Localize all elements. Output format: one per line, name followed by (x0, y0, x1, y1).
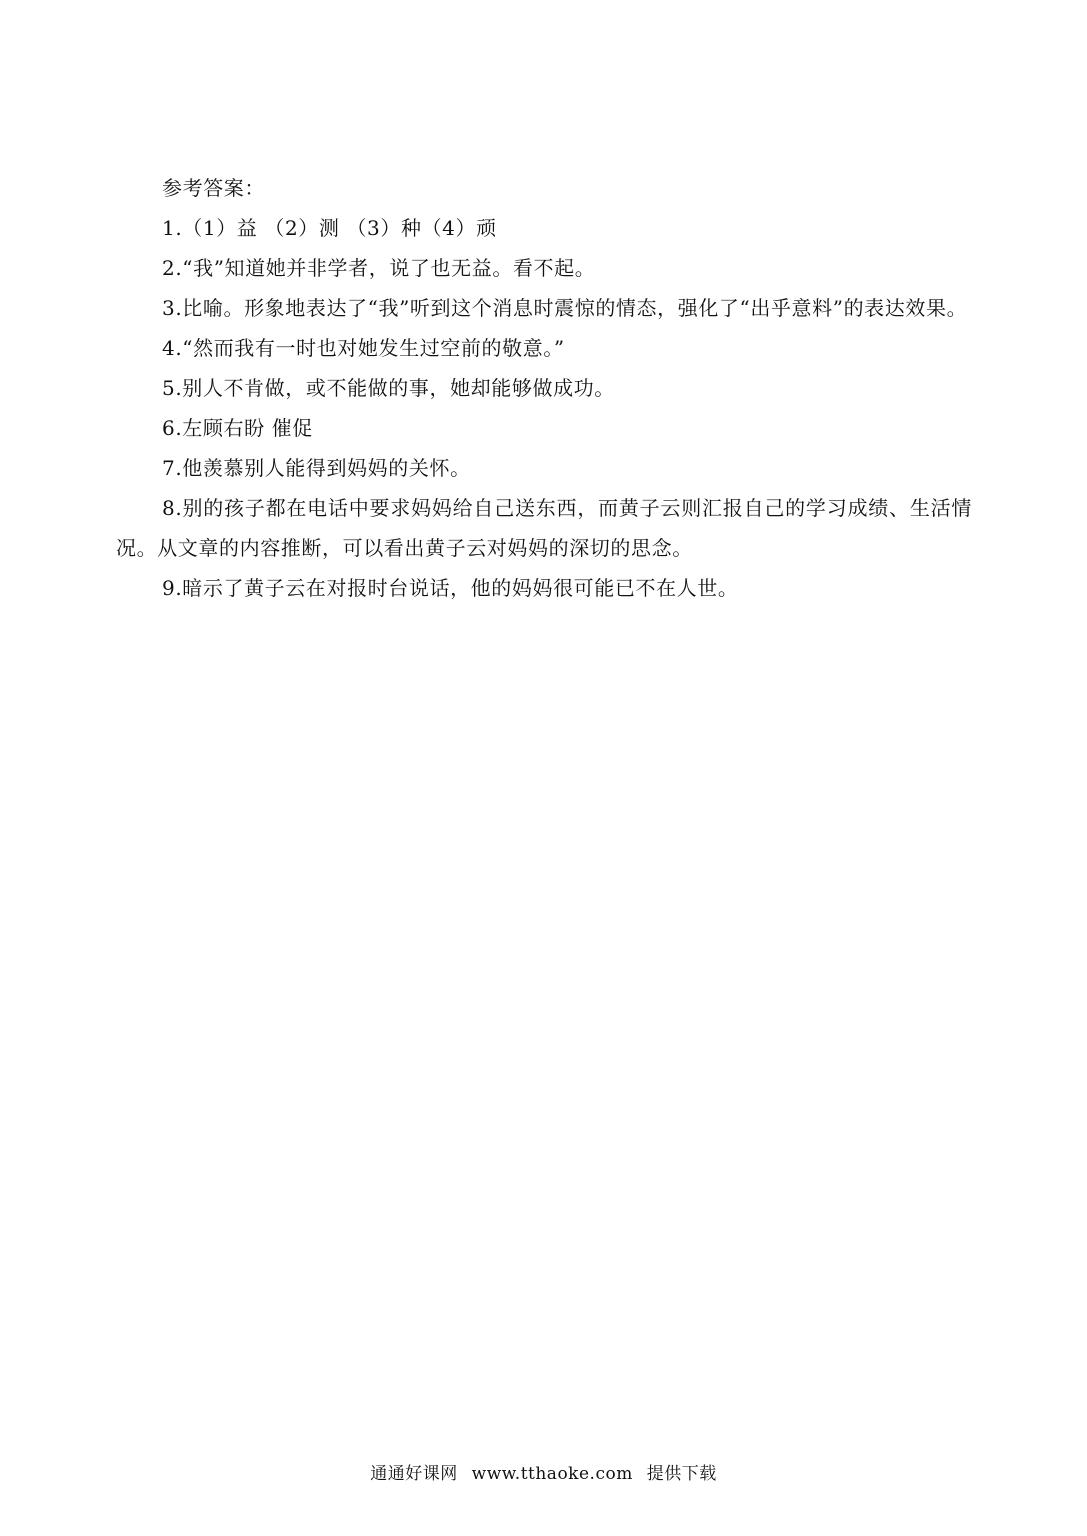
page-footer (0, 1462, 1087, 1486)
answer-item-4: 4.“然而我有一时也对她发生过空前的敬意。” (162, 336, 565, 360)
footer-suffix: 提供下载 (646, 1464, 717, 1484)
answer-item-5: 5.别人不肯做，或不能做的事，她却能够做成功。 (162, 376, 615, 400)
answer-section (116, 168, 972, 608)
footer-site-name: 通通好课网 (370, 1464, 458, 1484)
answer-item-9: 9.暗示了黄子云在对报时台说话，他的妈妈很可能已不在人世。 (162, 576, 739, 600)
answer-item-8: 8.别的孩子都在电话中要求妈妈给自己送东西，而黄子云则汇报自己的学习成绩、生活情况。从文章的内容推断，可以看出黄子云对妈妈的深切的思念。 (116, 496, 972, 560)
answer-item-3: 3.比喻。形象地表达了“我”听到这个消息时震惊的情态，强化了“出乎意料”的表达效果。 (162, 296, 968, 320)
answer-item-6: 6.左顾右盼 催促 (162, 416, 313, 440)
answer-item-7: 7.他羡慕别人能得到妈妈的关怀。 (162, 456, 471, 480)
answers-heading: 参考答案： (162, 176, 265, 200)
answer-item-2: 2.“我”知道她并非学者，说了也无益。看不起。 (162, 256, 596, 280)
answer-item-1: 1.（1）益 （2）测 （3）种（4）顽 (162, 216, 497, 240)
footer-url[interactable]: www.tthaoke.com (471, 1464, 633, 1484)
